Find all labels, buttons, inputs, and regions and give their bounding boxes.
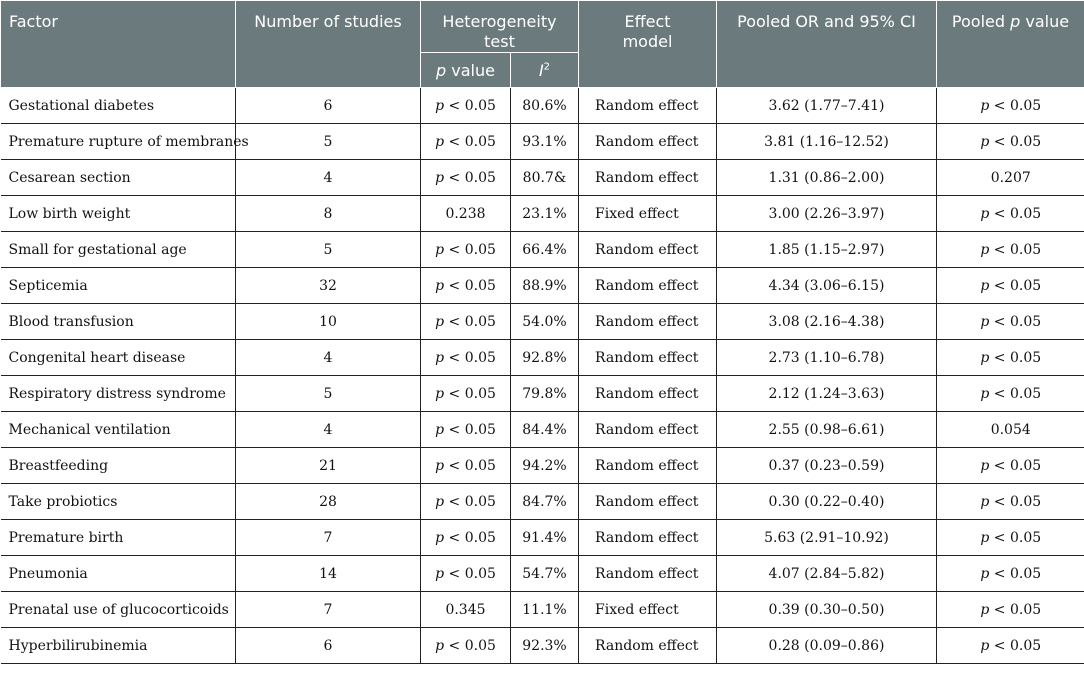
cell-effect-model: Random effect <box>579 232 717 268</box>
cell-pooled-or: 2.55 (0.98–6.61) <box>717 412 937 448</box>
cell-pooled-p-value: p < 0.05 <box>937 124 1084 160</box>
cell-factor: Mechanical ventilation <box>1 412 236 448</box>
table-header <box>1 1 1084 88</box>
cell-effect-model: Random effect <box>579 448 717 484</box>
cell-number-of-studies: 14 <box>236 556 421 592</box>
cell-factor: Premature birth <box>1 520 236 556</box>
header-number-of-studies: Number of studies <box>236 1 421 88</box>
cell-effect-model: Random effect <box>579 268 717 304</box>
i-sup: 2 <box>543 61 551 73</box>
table-row <box>1 448 1084 484</box>
cell-p-value: p < 0.05 <box>421 268 511 304</box>
table-row <box>1 484 1084 520</box>
cell-i-squared: 84.4% <box>511 412 579 448</box>
cell-effect-model: Random effect <box>579 412 717 448</box>
cell-p-value: p < 0.05 <box>421 124 511 160</box>
cell-pooled-p-value: p < 0.05 <box>937 196 1084 232</box>
header-heterogeneity-test: Heterogeneity test <box>421 1 579 53</box>
cell-number-of-studies: 5 <box>236 232 421 268</box>
cell-pooled-or: 3.81 (1.16–12.52) <box>717 124 937 160</box>
cell-factor: Congenital heart disease <box>1 340 236 376</box>
p-value-word: value <box>451 60 495 80</box>
cell-p-value: p < 0.05 <box>421 376 511 412</box>
cell-i-squared: 80.7& <box>511 160 579 196</box>
cell-pooled-or: 1.85 (1.15–2.97) <box>717 232 937 268</box>
cell-p-value: p < 0.05 <box>421 232 511 268</box>
cell-i-squared: 80.6% <box>511 88 579 124</box>
cell-number-of-studies: 10 <box>236 304 421 340</box>
table-row <box>1 88 1084 124</box>
cell-factor: Prenatal use of glucocorticoids <box>1 592 236 628</box>
cell-pooled-p-value: p < 0.05 <box>937 304 1084 340</box>
cell-pooled-or: 5.63 (2.91–10.92) <box>717 520 937 556</box>
cell-factor: Cesarean section <box>1 160 236 196</box>
cell-p-value: 0.345 <box>421 592 511 628</box>
cell-p-value: p < 0.05 <box>421 484 511 520</box>
table-row <box>1 592 1084 628</box>
table-row <box>1 304 1084 340</box>
cell-factor: Respiratory distress syndrome <box>1 376 236 412</box>
cell-number-of-studies: 4 <box>236 160 421 196</box>
cell-effect-model: Random effect <box>579 304 717 340</box>
cell-effect-model: Random effect <box>579 160 717 196</box>
cell-pooled-or: 2.12 (1.24–3.63) <box>717 376 937 412</box>
cell-p-value: 0.238 <box>421 196 511 232</box>
cell-number-of-studies: 4 <box>236 412 421 448</box>
cell-number-of-studies: 7 <box>236 592 421 628</box>
cell-pooled-p-value: p < 0.05 <box>937 448 1084 484</box>
cell-effect-model: Random effect <box>579 628 717 664</box>
i-letter: I <box>538 60 544 80</box>
header-p-value <box>421 53 511 88</box>
cell-pooled-or: 4.34 (3.06–6.15) <box>717 268 937 304</box>
table-row <box>1 160 1084 196</box>
cell-factor: Take probiotics <box>1 484 236 520</box>
cell-factor: Breastfeeding <box>1 448 236 484</box>
cell-p-value: p < 0.05 <box>421 448 511 484</box>
cell-number-of-studies: 28 <box>236 484 421 520</box>
table-row <box>1 412 1084 448</box>
cell-pooled-p-value: p < 0.05 <box>937 484 1084 520</box>
cell-p-value: p < 0.05 <box>421 520 511 556</box>
pooled-p-suffix: value <box>1025 12 1070 31</box>
cell-pooled-p-value: p < 0.05 <box>937 592 1084 628</box>
pooled-p-letter: p <box>1010 12 1021 31</box>
cell-factor: Premature rupture of membranes <box>1 124 236 160</box>
cell-i-squared: 54.7% <box>511 556 579 592</box>
cell-pooled-or: 3.00 (2.26–3.97) <box>717 196 937 232</box>
cell-i-squared: 54.0% <box>511 304 579 340</box>
cell-pooled-p-value: p < 0.05 <box>937 340 1084 376</box>
cell-number-of-studies: 5 <box>236 376 421 412</box>
cell-p-value: p < 0.05 <box>421 88 511 124</box>
cell-effect-model: Random effect <box>579 124 717 160</box>
cell-p-value: p < 0.05 <box>421 628 511 664</box>
cell-pooled-p-value: 0.054 <box>937 412 1084 448</box>
cell-pooled-or: 2.73 (1.10–6.78) <box>717 340 937 376</box>
cell-effect-model: Random effect <box>579 88 717 124</box>
header-pooled-p-value <box>937 1 1084 88</box>
cell-pooled-p-value: 0.207 <box>937 160 1084 196</box>
table-row <box>1 628 1084 664</box>
header-i-squared <box>511 53 579 88</box>
cell-pooled-p-value: p < 0.05 <box>937 268 1084 304</box>
cell-pooled-p-value: p < 0.05 <box>937 556 1084 592</box>
cell-i-squared: 91.4% <box>511 520 579 556</box>
cell-factor: Hyperbilirubinemia <box>1 628 236 664</box>
cell-factor: Low birth weight <box>1 196 236 232</box>
cell-i-squared: 92.8% <box>511 340 579 376</box>
cell-number-of-studies: 5 <box>236 124 421 160</box>
cell-p-value: p < 0.05 <box>421 556 511 592</box>
cell-effect-model: Random effect <box>579 484 717 520</box>
cell-i-squared: 84.7% <box>511 484 579 520</box>
table-row <box>1 520 1084 556</box>
cell-factor: Small for gestational age <box>1 232 236 268</box>
cell-i-squared: 94.2% <box>511 448 579 484</box>
cell-effect-model: Random effect <box>579 520 717 556</box>
cell-i-squared: 23.1% <box>511 196 579 232</box>
cell-number-of-studies: 6 <box>236 88 421 124</box>
cell-pooled-p-value: p < 0.05 <box>937 88 1084 124</box>
table-row <box>1 556 1084 592</box>
cell-factor: Pneumonia <box>1 556 236 592</box>
cell-pooled-or: 1.31 (0.86–2.00) <box>717 160 937 196</box>
cell-pooled-or: 0.37 (0.23–0.59) <box>717 448 937 484</box>
cell-i-squared: 92.3% <box>511 628 579 664</box>
cell-pooled-or: 0.30 (0.22–0.40) <box>717 484 937 520</box>
cell-effect-model: Random effect <box>579 376 717 412</box>
cell-pooled-or: 0.39 (0.30–0.50) <box>717 592 937 628</box>
pooled-p-prefix: Pooled <box>951 12 1006 31</box>
cell-p-value: p < 0.05 <box>421 160 511 196</box>
cell-factor: Septicemia <box>1 268 236 304</box>
table-row <box>1 340 1084 376</box>
table-row <box>1 124 1084 160</box>
table-body <box>1 88 1084 664</box>
table-row <box>1 232 1084 268</box>
cell-effect-model: Random effect <box>579 340 717 376</box>
cell-effect-model: Random effect <box>579 556 717 592</box>
p-letter: p <box>436 60 447 80</box>
cell-p-value: p < 0.05 <box>421 412 511 448</box>
header-pooled-or: Pooled OR and 95% CI <box>717 1 937 88</box>
cell-factor: Gestational diabetes <box>1 88 236 124</box>
header-effect-model: Effect model <box>579 1 717 88</box>
cell-pooled-p-value: p < 0.05 <box>937 376 1084 412</box>
table-row <box>1 268 1084 304</box>
cell-effect-model: Fixed effect <box>579 592 717 628</box>
cell-i-squared: 66.4% <box>511 232 579 268</box>
cell-i-squared: 88.9% <box>511 268 579 304</box>
cell-i-squared: 79.8% <box>511 376 579 412</box>
header-factor: Factor <box>1 1 236 88</box>
cell-number-of-studies: 32 <box>236 268 421 304</box>
cell-p-value: p < 0.05 <box>421 340 511 376</box>
cell-number-of-studies: 4 <box>236 340 421 376</box>
cell-pooled-or: 3.08 (2.16–4.38) <box>717 304 937 340</box>
cell-number-of-studies: 7 <box>236 520 421 556</box>
cell-pooled-or: 0.28 (0.09–0.86) <box>717 628 937 664</box>
cell-number-of-studies: 8 <box>236 196 421 232</box>
cell-factor: Blood transfusion <box>1 304 236 340</box>
cell-effect-model: Fixed effect <box>579 196 717 232</box>
table-row <box>1 376 1084 412</box>
cell-i-squared: 93.1% <box>511 124 579 160</box>
cell-number-of-studies: 6 <box>236 628 421 664</box>
cell-number-of-studies: 21 <box>236 448 421 484</box>
cell-pooled-or: 3.62 (1.77–7.41) <box>717 88 937 124</box>
table-row <box>1 196 1084 232</box>
cell-pooled-p-value: p < 0.05 <box>937 520 1084 556</box>
cell-pooled-p-value: p < 0.05 <box>937 232 1084 268</box>
cell-i-squared: 11.1% <box>511 592 579 628</box>
cell-pooled-p-value: p < 0.05 <box>937 628 1084 664</box>
cell-pooled-or: 4.07 (2.84–5.82) <box>717 556 937 592</box>
cell-p-value: p < 0.05 <box>421 304 511 340</box>
